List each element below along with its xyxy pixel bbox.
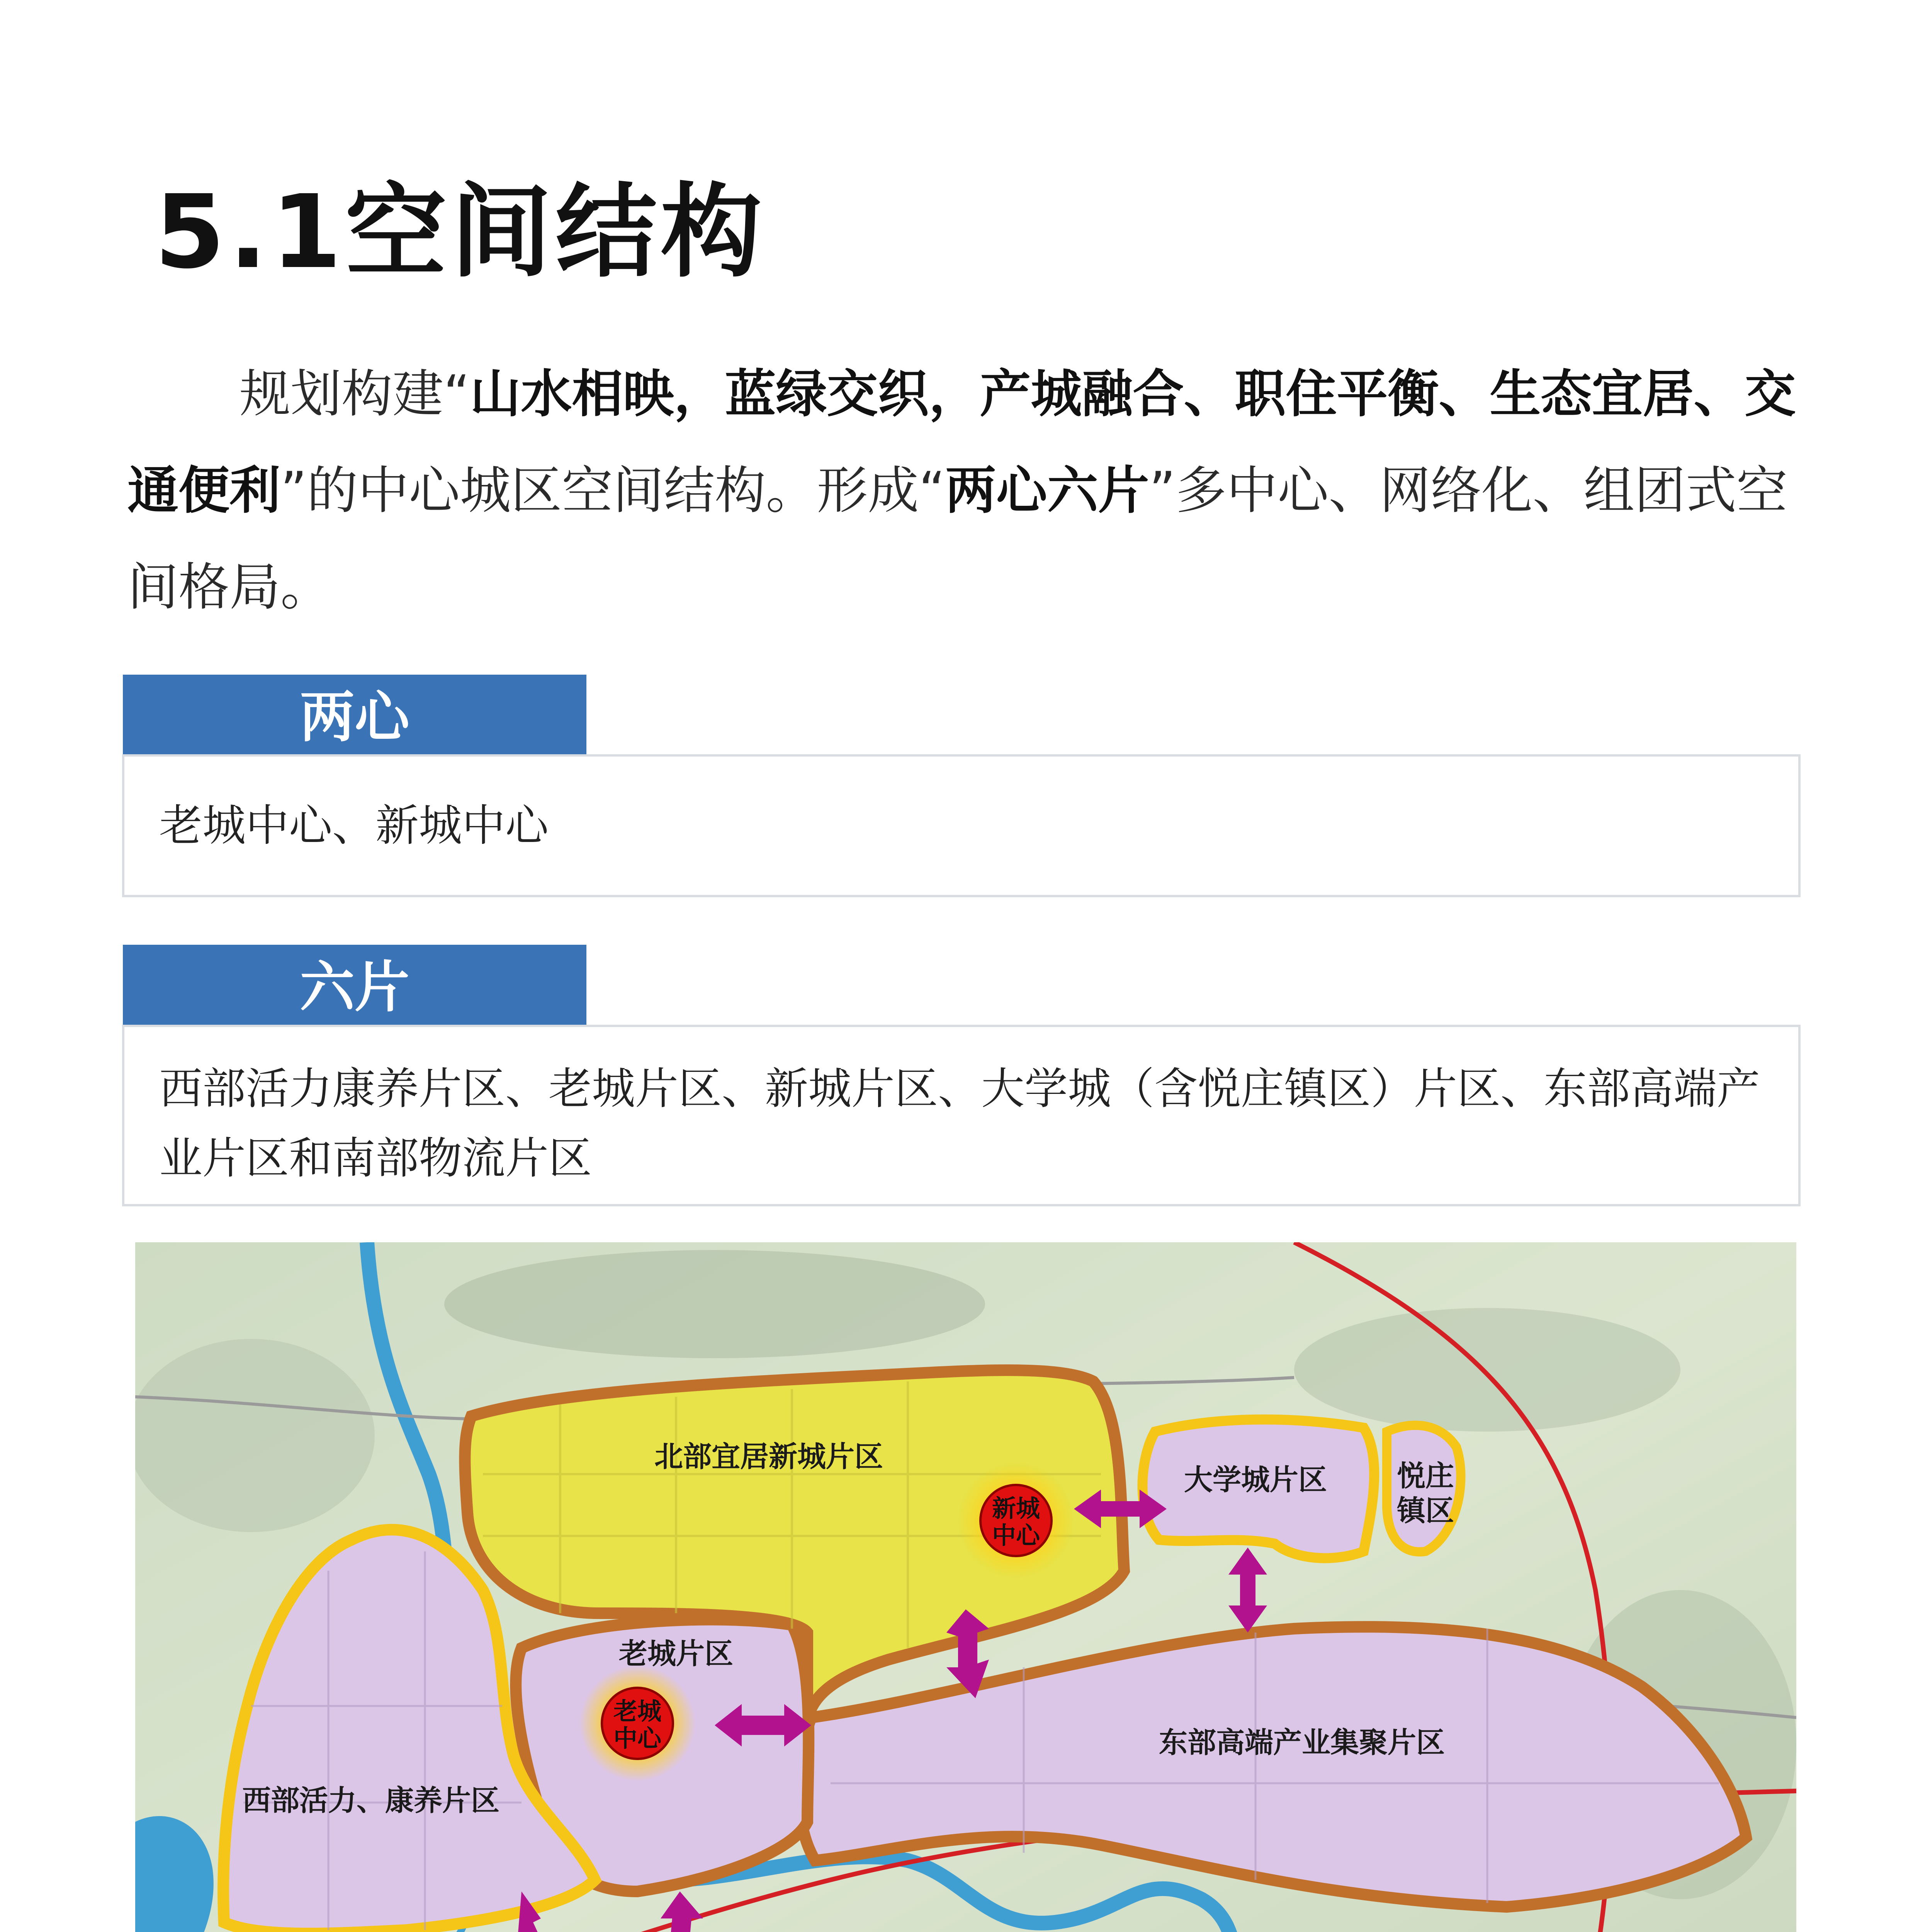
section-body-districts: 西部活力康养片区、老城片区、新城片区、大学城（含悦庄镇区）片区、东部高端产业片区和南部物流片区 bbox=[159, 1064, 1760, 1184]
intro-text-1: 规划构建“ bbox=[240, 364, 470, 424]
intro-text-2: ”的中心城区空间结构。形成“ bbox=[280, 461, 945, 520]
label-university: 大学城片区 bbox=[1184, 1463, 1327, 1497]
label-new-center-1: 新城 bbox=[992, 1494, 1040, 1522]
label-west: 西部活力、康养片区 bbox=[242, 1784, 499, 1817]
page-title: 5.1空间结构 bbox=[155, 173, 766, 291]
label-new-center-2: 中心 bbox=[992, 1521, 1040, 1549]
intro-bold-1: 山水相映，蓝绿交织，产城融合、职住平衡、生态宜居、交通便利 bbox=[127, 364, 1796, 520]
section-tag-districts: 六片 bbox=[123, 945, 586, 1031]
section-tag-centers: 两心 bbox=[123, 675, 586, 760]
intro-paragraph bbox=[127, 346, 1800, 636]
section-box-centers bbox=[122, 754, 1801, 897]
label-old-center-1: 老城 bbox=[613, 1697, 662, 1725]
label-yuezhuang-1: 悦庄 bbox=[1397, 1459, 1454, 1493]
section-body-centers: 老城中心、新城中心 bbox=[159, 801, 549, 851]
label-old-center-2: 中心 bbox=[613, 1724, 662, 1752]
label-oldtown: 老城片区 bbox=[619, 1637, 733, 1670]
spatial-structure-map bbox=[131, 1238, 1800, 1932]
section-box-districts bbox=[122, 1025, 1801, 1206]
intro-bold-2: 两心六片 bbox=[945, 461, 1149, 520]
label-yuezhuang-2: 镇区 bbox=[1397, 1494, 1454, 1527]
label-east: 东部高端产业集聚片区 bbox=[1159, 1726, 1445, 1759]
label-north: 北部宜居新城片区 bbox=[654, 1440, 883, 1473]
intro-text-3: ”多中心、网络化、组团式空间格局。 bbox=[127, 461, 1788, 617]
